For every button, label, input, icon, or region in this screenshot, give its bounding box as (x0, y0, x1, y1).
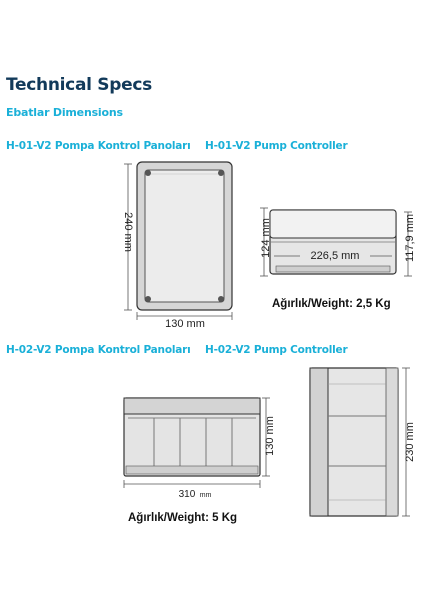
product1-label-en: H-01-V2 Pump Controller (205, 140, 348, 152)
product1-weight: Ağırlık/Weight: 2,5 Kg (272, 298, 391, 310)
product1-side-drawing (248, 204, 418, 286)
product2-width-value: 310 (178, 489, 196, 500)
product2-side-height: 230 mm (404, 422, 416, 462)
page-title: Technical Specs (6, 75, 152, 95)
page-subtitle: Ebatlar Dimensions (6, 106, 123, 119)
product1-width-label: 130 mm (165, 318, 205, 330)
product2-label-tr: H-02-V2 Pompa Kontrol Panoları (6, 344, 191, 356)
product1-side-height-right: 117,9 mm (404, 213, 416, 263)
product2-weight: Ağırlık/Weight: 5 Kg (128, 512, 238, 524)
product1-label-tr: H-01-V2 Pompa Kontrol Panoları (6, 140, 191, 152)
product2-side-drawing (304, 364, 416, 520)
product2-width-label (160, 484, 230, 502)
product2-label-en: H-02-V2 Pump Controller (205, 344, 348, 356)
product2-front-height: 130 mm (264, 416, 276, 456)
product1-side-length: 226,5 mm (300, 250, 370, 262)
product1-side-height-left: 124 mm (260, 218, 272, 258)
product2-front-drawing (118, 392, 278, 492)
product1-height-label: 240 mm (122, 212, 134, 252)
product1-front-drawing (120, 160, 240, 320)
product2-width-unit: mm (199, 492, 212, 499)
